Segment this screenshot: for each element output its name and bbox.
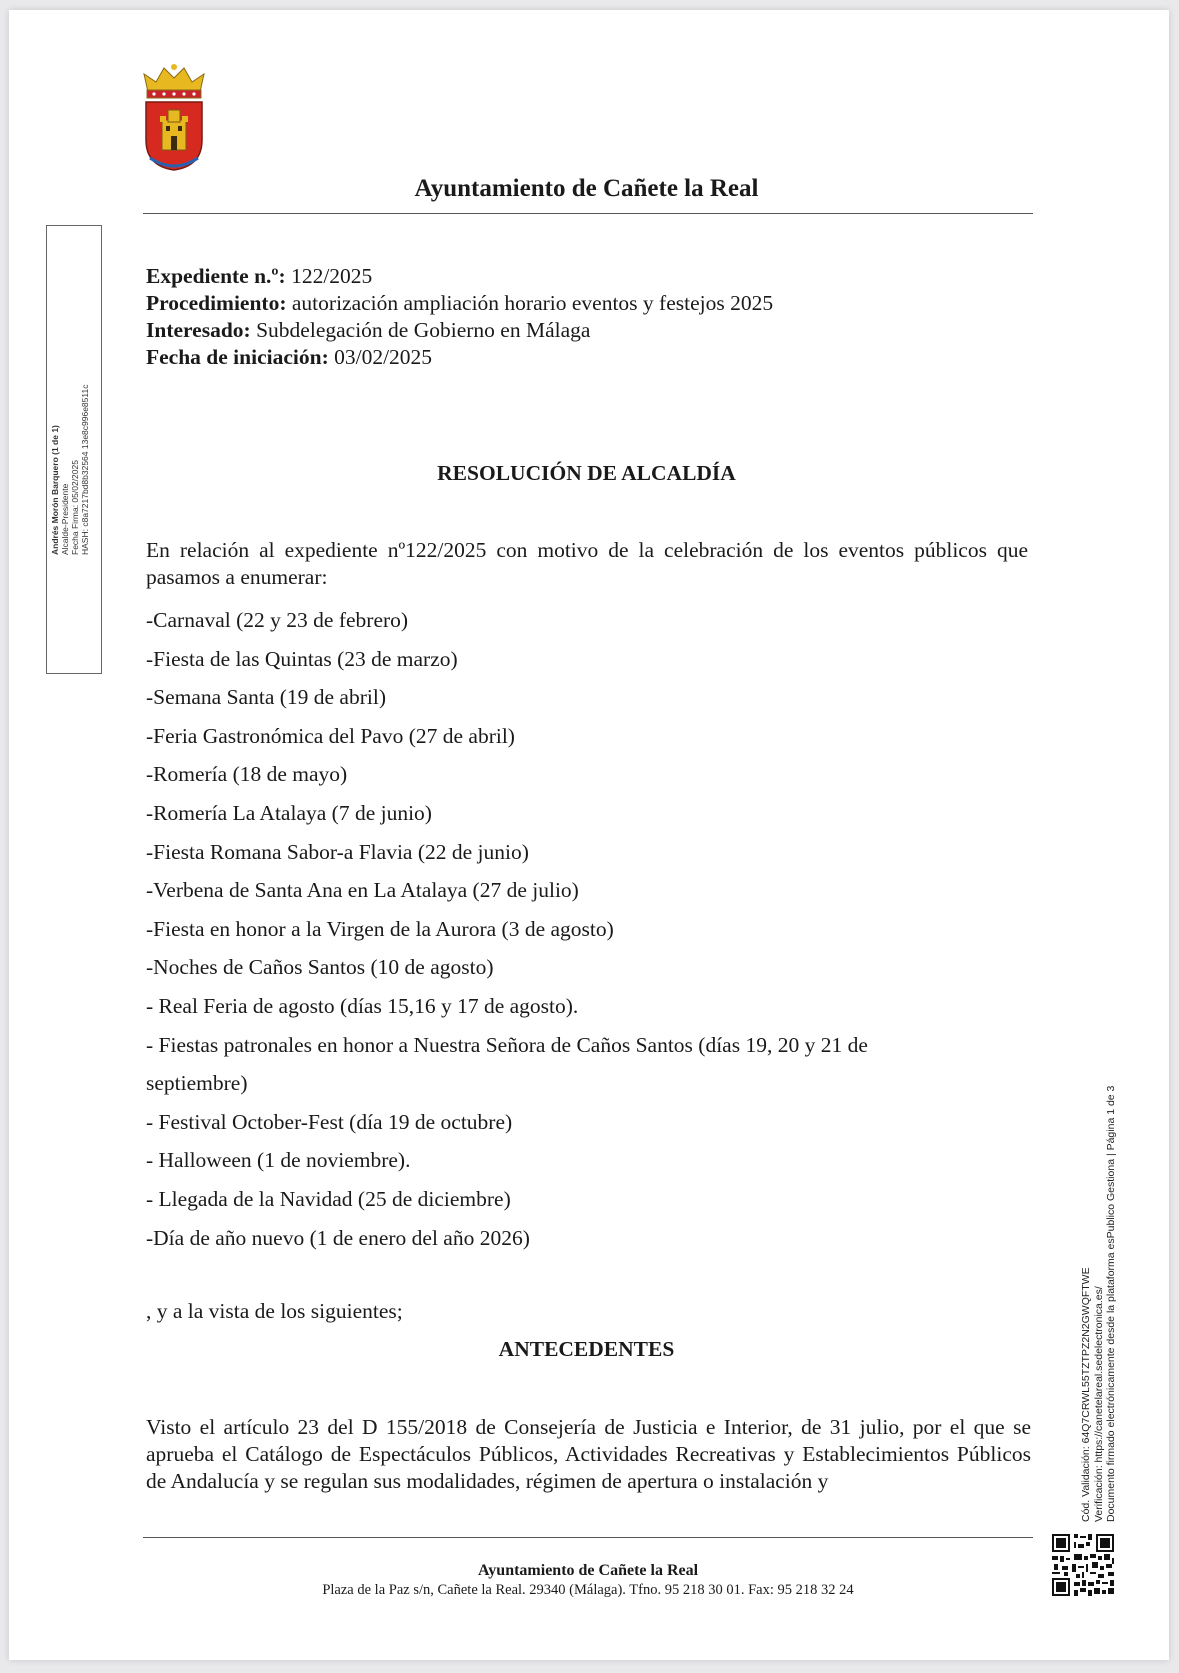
verification-url: Verificación: https://canetelareal.sedelectronica.es/ [1092,1286,1105,1522]
list-item: -Noches de Caños Santos (10 de agosto) [146,955,494,980]
antecedentes-title: ANTECEDENTES [498,1337,675,1361]
interesado-value: Subdelegación de Gobierno en Málaga [256,318,591,342]
list-item: -Fiesta de las Quintas (23 de marzo) [146,646,458,671]
fecha-value: 03/02/2025 [334,345,433,369]
signature-hash: HASH: c8a7217bd8b32564 13e8c996e8511c [80,384,90,555]
signature-date: Fecha Firma: 05/02/2025 [70,460,80,555]
coat-of-arms-icon [140,62,208,174]
interesado-label: Interesado: [146,318,251,342]
list-item: - Halloween (1 de noviembre). [146,1148,411,1173]
fecha-label: Fecha de iniciación: [146,345,329,369]
signer-role: Alcalde-Presidente [60,483,70,555]
transition-text: , y a la vista de los siguientes; [146,1299,403,1323]
events-list [146,601,1028,1257]
list-item: -Día de año nuevo (1 de enero del año 2026) [146,1225,530,1250]
case-metadata [146,263,773,371]
list-item: -Verbena de Santa Ana en La Atalaya (27 de julio) [146,878,579,903]
list-item: - Fiestas patronales en honor a Nuestra Señora de Caños Santos (días 19, 20 y 21 de [146,1032,868,1057]
footer-address: Plaza de la Paz s/n, Cañete la Real. 29340 (Málaga). Tfno. 95 218 30 01. Fax: 95 218 32 24 [322,1582,854,1598]
intro-paragraph: En relación al expediente nº122/2025 con motivo de la celebración de los eventos públicos que pasamos a enumerar: [146,538,1028,589]
list-item: -Fiesta Romana Sabor-a Flavia (22 de junio) [146,839,529,864]
list-item: - Festival October-Fest (día 19 de octubre) [146,1109,513,1134]
expediente-value: 122/2025 [291,264,373,288]
list-item: -Carnaval (22 y 23 de febrero) [146,608,409,632]
qr-code-icon [1050,1532,1116,1598]
antecedentes-paragraph: Visto el artículo 23 del D 155/2018 de Consejería de Justicia e Interior, de 31 julio, por el que se aprueba el Catálogo de Espectáculos Públicos, Actividades Recreativas y Establecimientos Públicos de Andalucía y se regulan sus modalidades, régimen de apertura o instalación y [146,1415,1031,1493]
expediente-label: Expediente n.º: [146,264,286,288]
header-divider [143,213,1033,214]
validation-code: Cód. Validación: 64Q7CRWL55TZTPZ2N2GWQFTWE [1080,1267,1092,1522]
organization-title: Ayuntamiento de Cañete la Real [414,175,759,202]
list-item: -Romería La Atalaya (7 de junio) [146,800,432,825]
footer-organization: Ayuntamiento de Cañete la Real [477,1562,699,1579]
procedimiento-label: Procedimiento: [146,291,287,315]
signer-name: Andrés Morón Barquero (1 de 1) [50,425,60,555]
list-item: septiembre) [146,1071,248,1096]
resolution-title: RESOLUCIÓN DE ALCALDÍA [437,461,736,485]
signature-note: Documento firmado electrónicamente desde la plataforma esPublico Gestiona | Página 1 de 3 [1105,1085,1117,1522]
list-item: - Llegada de la Navidad (25 de diciembre) [146,1186,511,1211]
footer-divider [143,1537,1033,1538]
verification-block [1080,1002,1118,1522]
list-item: -Feria Gastronómica del Pavo (27 de abril) [146,723,515,748]
procedimiento-value: autorización ampliación horario eventos y festejos 2025 [291,291,774,315]
list-item: -Romería (18 de mayo) [146,762,348,787]
signature-stamp [50,355,90,555]
list-item: -Fiesta en honor a la Virgen de la Aurora (3 de agosto) [146,916,614,941]
list-item: - Real Feria de agosto (días 15,16 y 17 de agosto). [146,993,579,1018]
list-item: -Semana Santa (19 de abril) [146,685,386,710]
